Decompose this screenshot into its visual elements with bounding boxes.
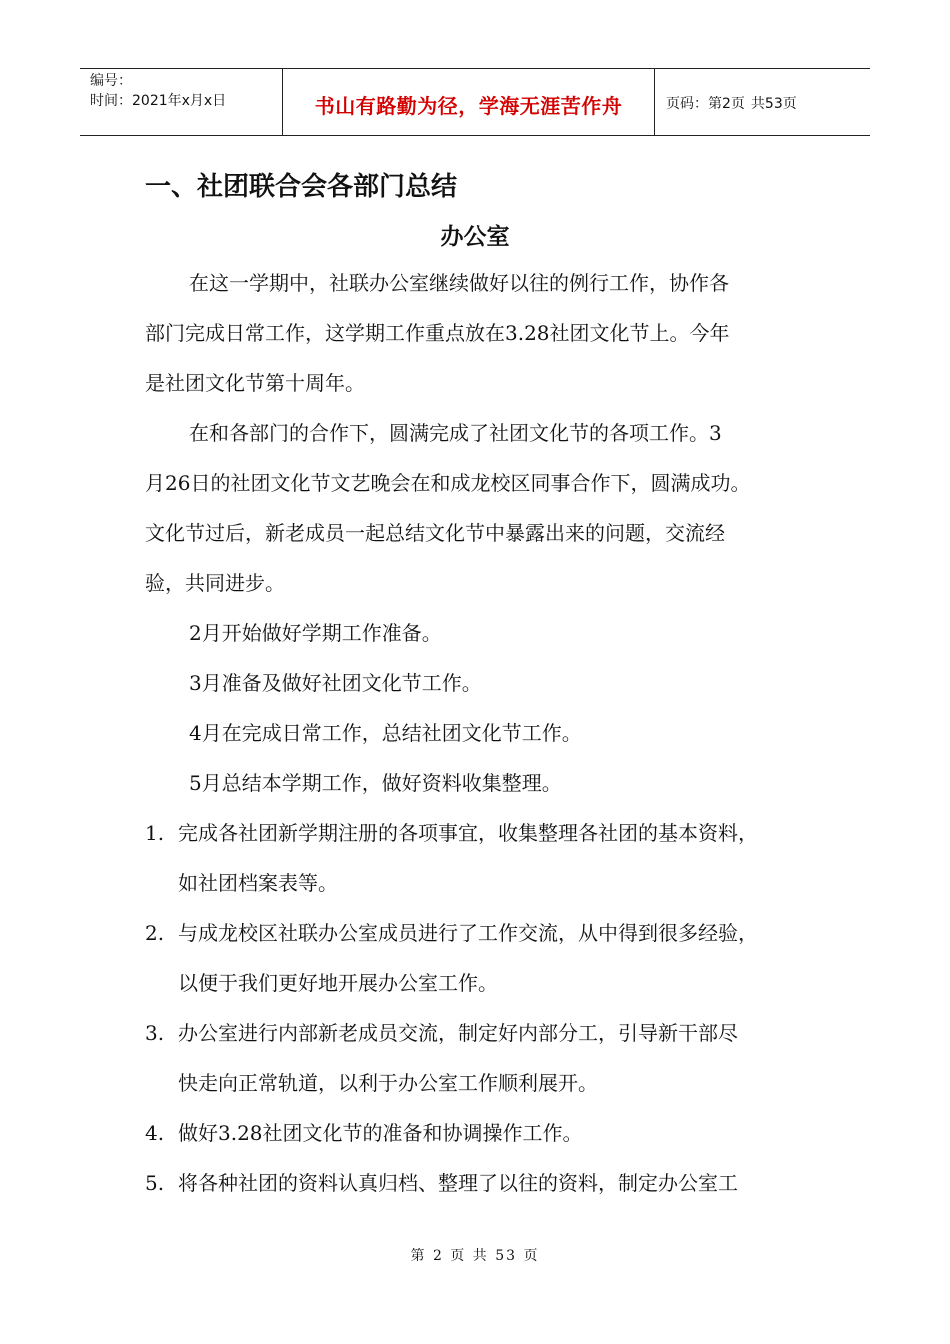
list-item-line: 如社团档案表等。 bbox=[178, 871, 338, 895]
list-item-line: 以便于我们更好地开展办公室工作。 bbox=[178, 971, 498, 995]
document-date-label: 时间：2021年x月x日 bbox=[90, 93, 227, 109]
paragraph-line: 4月在完成日常工作，总结社团文化节工作。 bbox=[189, 721, 582, 745]
paragraph-line: 验，共同进步。 bbox=[145, 571, 285, 595]
list-item-number: 2. bbox=[145, 921, 165, 945]
document-title: 一、社团联合会各部门总结 bbox=[145, 172, 458, 202]
header-page-cell bbox=[655, 69, 870, 135]
header-page-total: 共53页 bbox=[750, 96, 797, 112]
document-header bbox=[80, 68, 870, 136]
paragraph-line: 文化节过后，新老成员一起总结文化节中暴露出来的问题，交流经 bbox=[145, 521, 725, 545]
page-footer: 第 2 页 共 53 页 bbox=[410, 1248, 540, 1264]
list-item-line: 办公室进行内部新老成员交流，制定好内部分工，引导新干部尽 bbox=[178, 1021, 738, 1045]
paragraph-line: 5月总结本学期工作，做好资料收集整理。 bbox=[189, 771, 562, 795]
list-item-line: 完成各社团新学期注册的各项事宜，收集整理各社团的基本资料， bbox=[178, 821, 758, 845]
list-item-line: 与成龙校区社联办公室成员进行了工作交流，从中得到很多经验， bbox=[178, 921, 758, 945]
paragraph-line: 在和各部门的合作下，圆满完成了社团文化节的各项工作。3 bbox=[189, 421, 722, 445]
list-item-number: 4. bbox=[145, 1121, 165, 1145]
paragraph-line: 在这一学期中，社联办公室继续做好以往的例行工作，协作各 bbox=[189, 271, 729, 295]
section-title: 办公室 bbox=[440, 224, 510, 250]
list-item-number: 1. bbox=[145, 821, 165, 845]
header-meta-cell bbox=[80, 69, 283, 135]
header-motto-cell bbox=[283, 69, 655, 135]
list-item-number: 5. bbox=[145, 1171, 165, 1195]
list-item-line: 做好3.28社团文化节的准备和协调操作工作。 bbox=[178, 1121, 583, 1145]
document-number-label: 编号： bbox=[90, 73, 132, 89]
paragraph-line: 2月开始做好学期工作准备。 bbox=[189, 621, 442, 645]
header-page-number: 页码：第2页 bbox=[666, 96, 745, 112]
header-motto: 书山有路勤为径，学海无涯苦作舟 bbox=[314, 93, 623, 118]
list-item-number: 3. bbox=[145, 1021, 165, 1045]
list-item-line: 将各种社团的资料认真归档、整理了以往的资料，制定办公室工 bbox=[178, 1171, 738, 1195]
paragraph-line: 是社团文化节第十周年。 bbox=[145, 371, 365, 395]
paragraph-line: 3月准备及做好社团文化节工作。 bbox=[189, 671, 482, 695]
paragraph-line: 部门完成日常工作，这学期工作重点放在3.28社团文化节上。今年 bbox=[145, 321, 730, 345]
list-item-line: 快走向正常轨道，以利于办公室工作顺利展开。 bbox=[178, 1071, 598, 1095]
paragraph-line: 月26日的社团文化节文艺晚会在和成龙校区同事合作下，圆满成功。 bbox=[145, 471, 751, 495]
